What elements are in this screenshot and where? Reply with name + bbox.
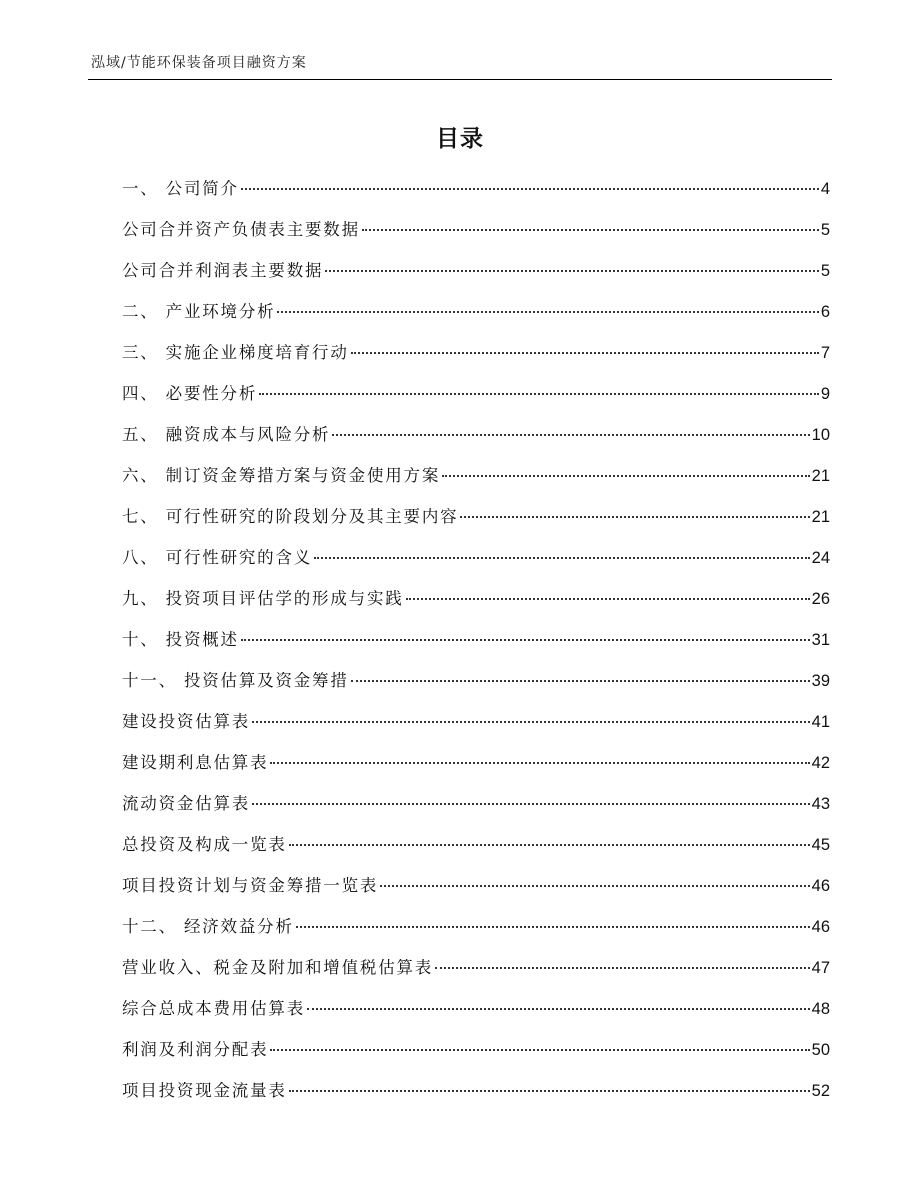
toc-entry-label: 建设期利息估算表 [122,753,269,772]
toc-entry-label: 一、 公司简介 [122,179,239,198]
toc-entry[interactable] [122,619,830,660]
toc-entry-page-number: 42 [811,754,830,772]
toc-entry-label: 四、 必要性分析 [122,384,258,403]
toc-entry-page-number: 6 [820,303,830,321]
toc-entry[interactable] [122,578,830,619]
toc-entry-label: 七、 可行性研究的阶段划分及其主要内容 [122,507,459,526]
toc-dot-leader [325,270,819,272]
toc-dot-leader [241,188,819,190]
toc-dot-leader [380,885,809,887]
toc-entry[interactable] [122,1029,830,1070]
toc-entry-label: 十二、 经济效益分析 [122,917,294,936]
toc-dot-leader [270,762,809,764]
toc-entry-page-number: 39 [811,672,830,690]
toc-entry-label: 二、 产业环境分析 [122,302,276,321]
toc-dot-leader [362,229,819,231]
toc-dot-leader [241,639,810,641]
toc-entry-page-number: 47 [811,959,830,977]
toc-entry-page-number: 5 [820,221,830,239]
toc-entry-label: 八、 可行性研究的含义 [122,548,313,567]
toc-dot-leader [277,311,818,313]
toc-entry-page-number: 48 [811,1000,830,1018]
toc-entry-label: 三、 实施企业梯度培育行动 [122,343,349,362]
toc-entry-page-number: 7 [820,344,830,362]
toc-entry-page-number: 52 [811,1082,830,1100]
toc-entry[interactable] [122,496,830,537]
toc-entry-page-number: 41 [811,713,830,731]
toc-entry[interactable] [122,373,830,414]
toc-entry[interactable] [122,209,830,250]
toc-entry[interactable] [122,414,830,455]
toc-entry-label: 公司合并利润表主要数据 [122,261,324,280]
toc-entry[interactable] [122,947,830,988]
toc-dot-leader [296,926,810,928]
toc-entry-label: 公司合并资产负债表主要数据 [122,220,360,239]
toc-dot-leader [406,598,810,600]
toc-entry-label: 营业收入、税金及附加和增值税估算表 [122,958,434,977]
toc-entry-page-number: 26 [811,590,830,608]
toc-dot-leader [460,516,809,518]
toc-entry-label: 九、 投资项目评估学的形成与实践 [122,589,404,608]
toc-entry-label: 项目投资现金流量表 [122,1081,287,1100]
toc-entry-page-number: 9 [820,385,830,403]
toc-dot-leader [289,844,810,846]
toc-dot-leader [351,680,810,682]
toc-entry-page-number: 24 [811,549,830,567]
header-divider [88,79,832,80]
toc-entry[interactable] [122,865,830,906]
toc-dot-leader [252,803,810,805]
toc-title: 目录 [436,126,484,152]
toc-entry-page-number: 43 [811,795,830,813]
toc-entry[interactable] [122,250,830,291]
toc-entry-label: 六、 制订资金筹措方案与资金使用方案 [122,466,441,485]
toc-entry[interactable] [122,537,830,578]
toc-entry[interactable] [122,455,830,496]
toc-entry[interactable] [122,906,830,947]
toc-entry[interactable] [122,332,830,373]
toc-entry-page-number: 31 [811,631,830,649]
toc-entry[interactable] [122,988,830,1029]
toc-entry-label: 十、 投资概述 [122,630,239,649]
toc-entry-page-number: 4 [820,180,830,198]
toc-entry-label: 十一、 投资估算及资金筹措 [122,671,349,690]
toc-entry-page-number: 21 [811,467,830,485]
toc-entry-label: 项目投资计划与资金筹措一览表 [122,876,379,895]
toc-entry-page-number: 50 [811,1041,830,1059]
toc-entry-page-number: 10 [811,426,830,444]
toc-entry-page-number: 21 [811,508,830,526]
toc-entry[interactable] [122,291,830,332]
toc-dot-leader [332,434,809,436]
toc-dot-leader [314,557,810,559]
toc-entry-label: 总投资及构成一览表 [122,835,287,854]
toc-entry[interactable] [122,742,830,783]
toc-dot-leader [307,1008,810,1010]
toc-entry[interactable] [122,783,830,824]
toc-entry[interactable] [122,168,830,209]
toc-dot-leader [259,393,819,395]
toc-entry-label: 综合总成本费用估算表 [122,999,305,1018]
toc-entry[interactable] [122,660,830,701]
running-header: 泓域/节能环保装备项目融资方案 [91,55,307,71]
toc-dot-leader [252,721,810,723]
toc-entry-label: 流动资金估算表 [122,794,251,813]
toc-entry-page-number: 45 [811,836,830,854]
toc-dot-leader [442,475,809,477]
toc-dot-leader [270,1049,809,1051]
toc-entry[interactable] [122,1070,830,1111]
toc-entry-page-number: 46 [811,877,830,895]
table-of-contents [122,168,830,1111]
toc-dot-leader [289,1090,810,1092]
toc-entry-label: 利润及利润分配表 [122,1040,269,1059]
toc-dot-leader [435,967,810,969]
toc-entry-label: 建设投资估算表 [122,712,251,731]
toc-entry[interactable] [122,824,830,865]
toc-entry-page-number: 46 [811,918,830,936]
toc-dot-leader [351,352,819,354]
toc-entry[interactable] [122,701,830,742]
toc-entry-label: 五、 融资成本与风险分析 [122,425,331,444]
toc-entry-page-number: 5 [820,262,830,280]
